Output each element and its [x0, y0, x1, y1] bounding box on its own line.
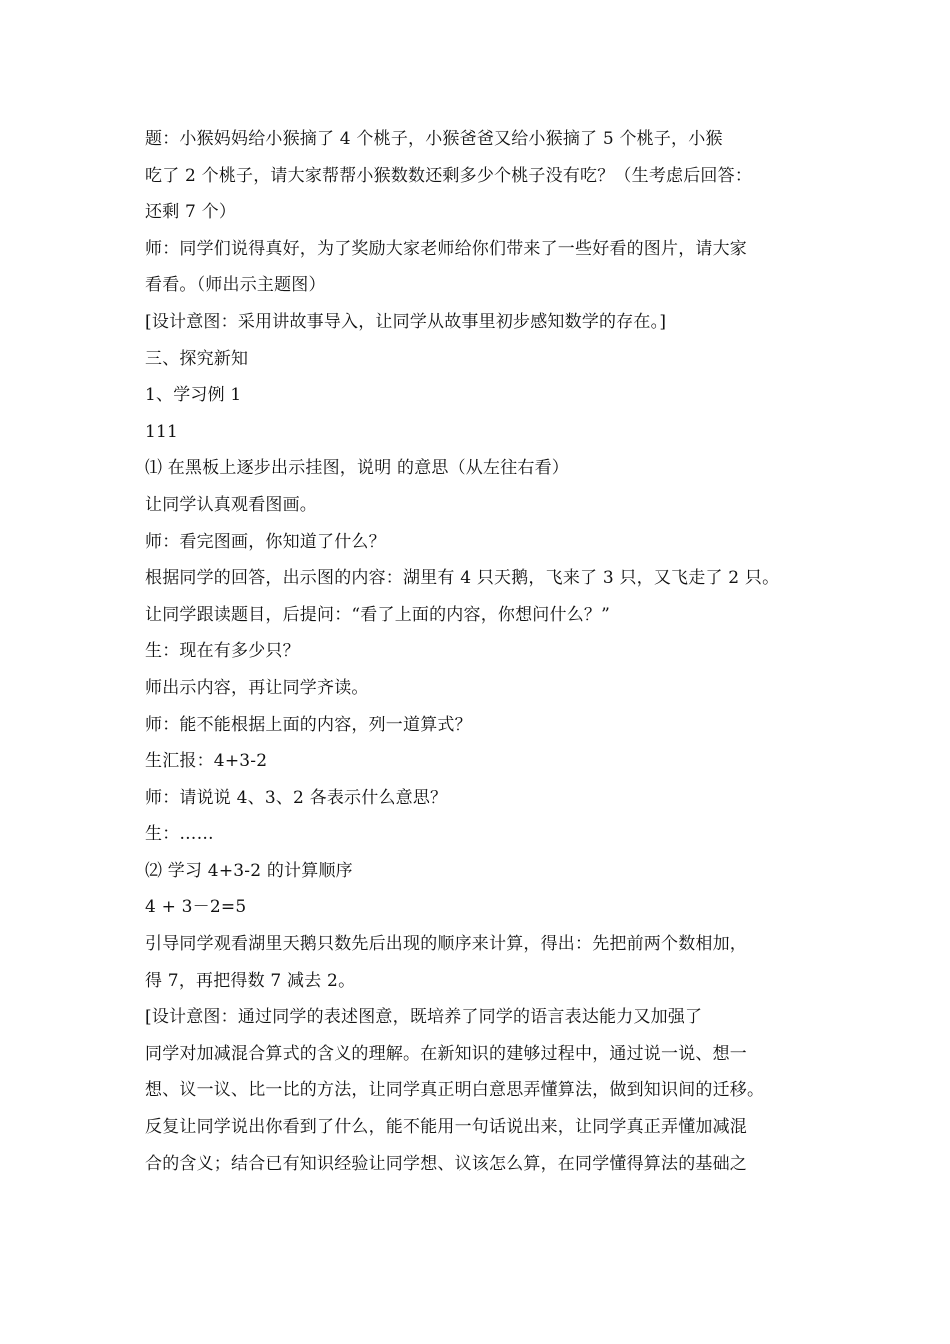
text-line: 师：请说说 4、3、2 各表示什么意思？: [145, 787, 448, 808]
text-line: 看看。（师出示主题图）: [145, 275, 326, 296]
text-line: 想、议一议、比一比的方法，让同学真正明白意思弄懂算法，做到知识间的迁移。: [145, 1080, 765, 1101]
text-line: 生：现在有多少只？: [145, 641, 300, 662]
text-line: [设计意图：采用讲故事导入，让同学从故事里初步感知数学的存在。]: [145, 311, 667, 332]
subsection-heading: 1、学习例 1: [145, 385, 242, 406]
text-line: 同学对加减混合算式的含义的理解。在新知识的建够过程中，通过说一说、想一: [145, 1043, 747, 1064]
document-body: [145, 121, 815, 1182]
text-line: 师：能不能根据上面的内容，列一道算式？: [145, 714, 472, 735]
text-line: 合的含义；结合已有知识经验让同学想、议该怎么算，在同学懂得算法的基础之: [145, 1153, 747, 1174]
text-line: 师：看完图画，你知道了什么？: [145, 531, 386, 552]
text-line: 生汇报：4+3-2: [145, 751, 268, 772]
text-line: 根据同学的回答，出示图的内容：湖里有 4 只天鹅，飞来了 3 只，又飞走了 2 只。: [145, 568, 780, 589]
text-line: 师：同学们说得真好，为了奖励大家老师给你们带来了一些好看的图片，请大家: [145, 238, 747, 259]
section-heading: 三、探究新知: [145, 348, 249, 369]
text-line: 还剩 7 个）: [145, 202, 237, 223]
text-line: 让同学跟读题目，后提问：“看了上面的内容，你想问什么？”: [145, 604, 610, 625]
text-line: 得 7，再把得数 7 减去 2。: [145, 970, 356, 991]
text-line: 题：小猴妈妈给小猴摘了 4 个桃子，小猴爸爸又给小猴摘了 5 个桃子，小猴: [145, 129, 723, 149]
text-line: 让同学认真观看图画。: [145, 494, 317, 515]
text-line: ⑵ 学习 4+3-2 的计算顺序: [145, 860, 353, 881]
text-line: [设计意图：通过同学的表述图意，既培养了同学的语言表达能力又加强了: [145, 1007, 703, 1028]
text-line: 反复让同学说出你看到了什么，能不能用一句话说出来，让同学真正弄懂加减混: [145, 1117, 747, 1138]
text-line: 111: [145, 421, 179, 442]
text-line: 师出示内容，再让同学齐读。: [145, 677, 369, 698]
text-line: 生：……: [145, 824, 214, 845]
equation-line: 4 + 3－2=5: [145, 897, 247, 918]
text-line: 吃了 2 个桃子，请大家帮帮小猴数数还剩多少个桃子没有吃？（生考虑后回答：: [145, 165, 753, 186]
text-line: 引导同学观看湖里天鹅只数先后出现的顺序来计算，得出：先把前两个数相加，: [145, 934, 747, 955]
text-line: ⑴ 在黑板上逐步出示挂图，说明 的意思（从左往右看）: [145, 458, 570, 479]
